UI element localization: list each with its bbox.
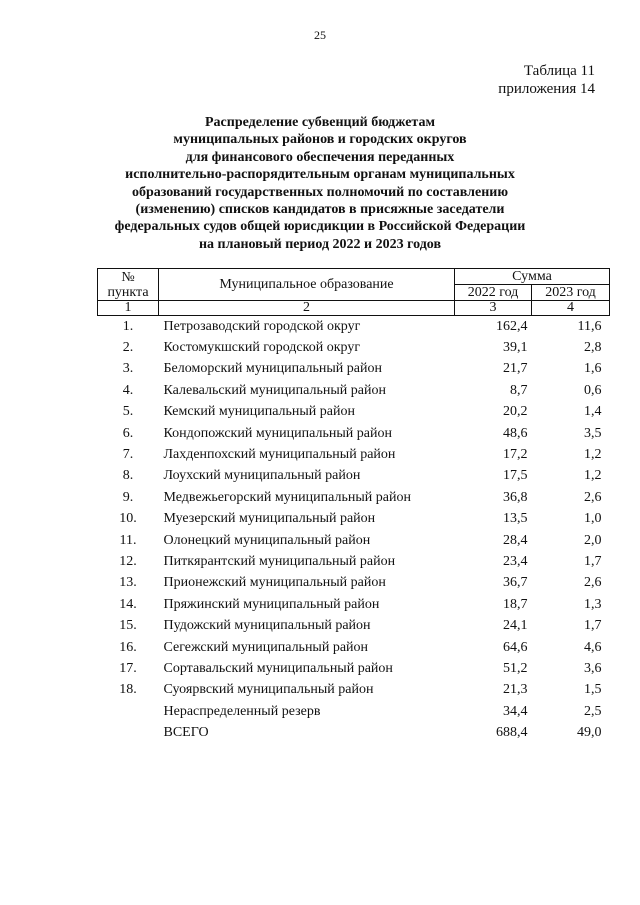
table-reference <box>498 62 595 98</box>
row-value-2022: 23,4 <box>503 553 528 569</box>
row-value-2023: 1,6 <box>584 361 602 377</box>
header-num-line-1: № <box>121 269 135 285</box>
row-municipality: Нераспределенный резерв <box>163 703 321 719</box>
header-col-number-2: 2 <box>159 301 455 316</box>
row-number: 13. <box>119 575 137 591</box>
row-municipality: Лоухский муниципальный район <box>163 468 361 484</box>
row-value-2023: 3,6 <box>584 660 602 676</box>
row-number: 14. <box>119 596 137 612</box>
table-row <box>98 530 610 551</box>
row-number: 15. <box>119 618 137 634</box>
row-municipality: Медвежьегорский муниципальный район <box>163 489 411 505</box>
table-header <box>98 269 610 316</box>
row-value-2022: 21,3 <box>503 682 528 698</box>
row-value-2022: 39,1 <box>503 340 528 356</box>
row-value-2022: 64,6 <box>503 639 528 655</box>
row-value-2023: 2,5 <box>584 703 602 719</box>
title-line: исполнительно-распорядительным органам муниципальных <box>125 167 515 183</box>
row-value-2023: 0,6 <box>584 382 602 398</box>
row-number: 16. <box>119 639 137 655</box>
row-number: 12. <box>119 553 137 569</box>
row-number: 6. <box>122 425 134 441</box>
row-value-2022: 18,7 <box>503 596 528 612</box>
row-number: 4. <box>122 382 134 398</box>
table-row <box>98 337 610 358</box>
row-value-2022: 36,7 <box>503 575 528 591</box>
row-number <box>98 722 159 743</box>
row-number: 7. <box>122 447 134 463</box>
row-number: 9. <box>122 489 134 505</box>
row-number: 5. <box>122 404 134 420</box>
row-value-2023: 49,0 <box>577 725 602 741</box>
document-title <box>60 114 580 253</box>
row-municipality: Сегежский муниципальный район <box>163 639 369 655</box>
row-number: 1. <box>122 318 134 334</box>
table-row <box>98 573 610 594</box>
row-value-2023: 3,5 <box>584 425 602 441</box>
row-number: 18. <box>119 682 137 698</box>
header-municipality: Муниципальное образование <box>159 269 455 301</box>
row-value-2023: 1,2 <box>584 447 602 463</box>
table-row <box>98 615 610 636</box>
row-value-2023: 4,6 <box>584 639 602 655</box>
row-value-2023: 11,6 <box>577 318 602 334</box>
row-value-2022: 688,4 <box>496 725 528 741</box>
table-row <box>98 680 610 701</box>
title-line: на плановый период 2022 и 2023 годов <box>198 236 442 252</box>
row-value-2023: 1,7 <box>584 553 602 569</box>
row-municipality: Пряжинский муниципальный район <box>163 596 380 612</box>
table-row <box>98 594 610 615</box>
row-value-2023: 1,0 <box>584 511 602 527</box>
title-line: для финансового обеспечения переданных <box>185 149 455 165</box>
table-row <box>98 658 610 679</box>
row-municipality: Лахденпохский муниципальный район <box>163 447 396 463</box>
table-row <box>98 423 610 444</box>
row-value-2023: 2,6 <box>584 489 602 505</box>
row-value-2023: 2,0 <box>584 532 602 548</box>
row-value-2022: 24,1 <box>503 618 528 634</box>
row-municipality: ВСЕГО <box>163 725 209 741</box>
title-line: (изменению) списков кандидатов в присяжные заседатели <box>135 202 505 218</box>
table-row <box>98 701 610 722</box>
row-number <box>98 701 159 722</box>
table-ref-line-2: приложения 14 <box>498 81 595 97</box>
table-row <box>98 444 610 465</box>
row-municipality: Кондопожский муниципальный район <box>163 425 392 441</box>
table-row <box>98 722 610 743</box>
row-value-2022: 13,5 <box>503 511 528 527</box>
table-row <box>98 380 610 401</box>
row-number: 2. <box>122 340 134 356</box>
page-number: 25 <box>314 28 326 42</box>
row-value-2023: 1,7 <box>584 618 602 634</box>
row-municipality: Кемский муниципальный район <box>163 404 355 420</box>
table-row <box>98 637 610 658</box>
table-row <box>98 487 610 508</box>
table-body <box>98 316 610 744</box>
row-number: 10. <box>119 511 137 527</box>
row-number: 11. <box>119 532 137 548</box>
header-col-number-1: 1 <box>98 301 159 316</box>
row-value-2022: 8,7 <box>510 382 528 398</box>
row-value-2022: 162,4 <box>496 318 528 334</box>
row-value-2022: 51,2 <box>503 660 528 676</box>
title-line: федеральных судов общей юрисдикции в Российской Федерации <box>114 219 526 235</box>
row-municipality: Пудожский муниципальный район <box>163 618 371 634</box>
row-municipality: Петрозаводский городской округ <box>163 318 361 334</box>
table-ref-line-1: Таблица 11 <box>523 63 595 79</box>
table-row <box>98 551 610 572</box>
header-year-2022: 2022 год <box>455 285 532 301</box>
row-value-2022: 17,5 <box>503 468 528 484</box>
row-value-2022: 28,4 <box>503 532 528 548</box>
row-municipality: Суоярвский муниципальный район <box>163 682 374 698</box>
row-number: 17. <box>119 660 137 676</box>
row-municipality: Калевальский муниципальный район <box>163 382 386 398</box>
row-value-2022: 17,2 <box>503 447 528 463</box>
row-municipality: Питкярантский муниципальный район <box>163 553 396 569</box>
row-municipality: Сортавальский муниципальный район <box>163 660 393 676</box>
distribution-table <box>97 268 610 744</box>
row-value-2023: 2,6 <box>584 575 602 591</box>
header-year-2023: 2023 год <box>532 285 610 301</box>
table-row <box>98 316 610 338</box>
header-item-number <box>98 269 159 301</box>
row-value-2022: 34,4 <box>503 703 528 719</box>
title-line: муниципальных районов и городских округов <box>173 132 467 148</box>
table-row <box>98 359 610 380</box>
row-municipality: Беломорский муниципальный район <box>163 361 382 377</box>
row-number: 8. <box>122 468 134 484</box>
title-line: Распределение субвенций бюджетам <box>205 115 435 130</box>
header-sum: Сумма <box>455 269 610 285</box>
row-value-2022: 20,2 <box>503 404 528 420</box>
row-municipality: Муезерский муниципальный район <box>163 511 376 527</box>
row-value-2023: 1,4 <box>584 404 602 420</box>
row-value-2022: 48,6 <box>503 425 528 441</box>
title-line: образований государственных полномочий по составлению <box>131 184 509 200</box>
table-row <box>98 402 610 423</box>
table-row <box>98 466 610 487</box>
row-value-2022: 36,8 <box>503 489 528 505</box>
row-value-2023: 1,3 <box>584 596 602 612</box>
row-municipality: Костомукшский городской округ <box>163 340 361 356</box>
row-value-2022: 21,7 <box>503 361 528 377</box>
row-number: 3. <box>122 361 134 377</box>
header-col-number-4: 4 <box>532 301 610 316</box>
row-municipality: Прионежский муниципальный район <box>163 575 386 591</box>
row-value-2023: 1,5 <box>584 682 602 698</box>
header-col-number-3: 3 <box>455 301 532 316</box>
header-num-line-2: пункта <box>107 284 149 300</box>
row-municipality: Олонецкий муниципальный район <box>163 532 371 548</box>
row-value-2023: 2,8 <box>584 340 602 356</box>
table-row <box>98 509 610 530</box>
row-value-2023: 1,2 <box>584 468 602 484</box>
